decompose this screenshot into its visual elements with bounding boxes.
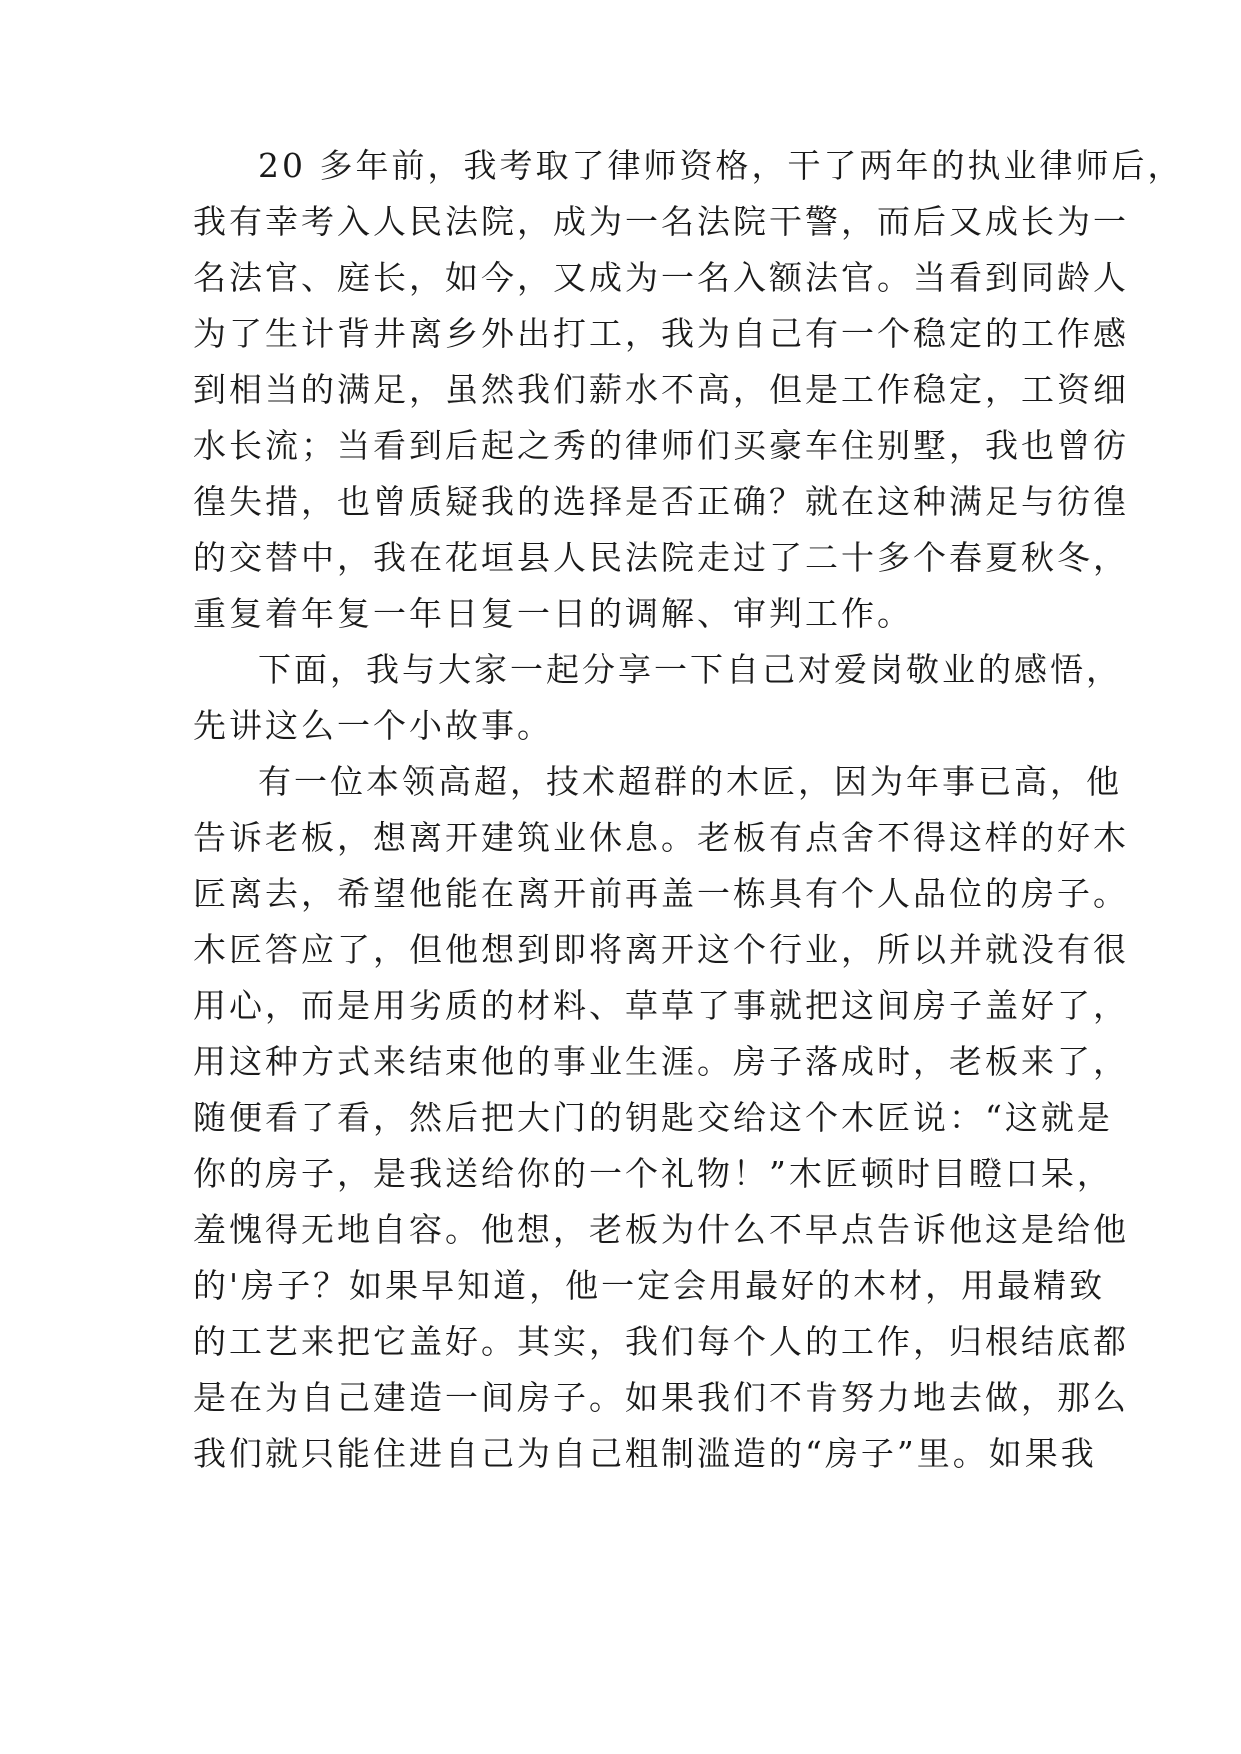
paragraph-3-line-2: 告诉老板，想离开建筑业休息。老板有点舍不得这样的好木 (193, 818, 1129, 857)
paragraph-3-line-11: 的工艺来把它盖好。其实，我们每个人的工作，归根结底都 (193, 1322, 1129, 1361)
paragraph-1-line-5: 到相当的满足，虽然我们薪水不高，但是工作稳定，工资细 (193, 370, 1129, 409)
paragraph-1-line-9: 重复着年复一年日复一日的调解、审判工作。 (193, 594, 913, 633)
paragraph-3-line-5: 用心，而是用劣质的材料、草草了事就把这间房子盖好了， (193, 986, 1129, 1025)
paragraph-1-line-6: 水长流；当看到后起之秀的律师们买豪车住别墅，我也曾彷 (193, 426, 1129, 465)
paragraph-1-line-4: 为了生计背井离乡外出打工，我为自己有一个稳定的工作感 (193, 314, 1129, 353)
paragraph-3-line-3: 匠离去，希望他能在离开前再盖一栋具有个人品位的房子。 (193, 874, 1129, 913)
paragraph-3-line-4: 木匠答应了，但他想到即将离开这个行业，所以并就没有很 (193, 930, 1129, 969)
paragraph-3-line-6: 用这种方式来结束他的事业生涯。房子落成时，老板来了， (193, 1042, 1129, 1081)
paragraph-1-line-8: 的交替中，我在花垣县人民法院走过了二十多个春夏秋冬， (193, 538, 1129, 577)
paragraph-3-line-9: 羞愧得无地自容。他想，老板为什么不早点告诉他这是给他 (193, 1210, 1129, 1249)
paragraph-3-line-7: 随便看了看，然后把大门的钥匙交给这个木匠说：“这就是 (193, 1098, 1113, 1137)
paragraph-1-line-3: 名法官、庭长，如今，又成为一名入额法官。当看到同龄人 (193, 258, 1129, 297)
paragraph-3-line-13: 我们就只能住进自己为自己粗制滥造的“房子”里。如果我 (193, 1434, 1097, 1473)
paragraph-2-line-1: 下面，我与大家一起分享一下自己对爱岗敬业的感悟， (258, 650, 1122, 689)
paragraph-1-line-1: 20 多年前，我考取了律师资格，干了两年的执业律师后， (258, 146, 1184, 185)
paragraph-3-line-1: 有一位本领高超，技术超群的木匠，因为年事已高，他 (258, 762, 1122, 801)
paragraph-3-line-12: 是在为自己建造一间房子。如果我们不肯努力地去做，那么 (193, 1378, 1129, 1417)
paragraph-1-line-7: 徨失措，也曾质疑我的选择是否正确？就在这种满足与彷徨 (193, 482, 1129, 521)
paragraph-3-line-8: 你的房子，是我送给你的一个礼物！”木匠顿时目瞪口呆， (193, 1154, 1113, 1193)
paragraph-3-line-10: 的'房子？如果早知道，他一定会用最好的木材，用最精致 (193, 1266, 1106, 1305)
paragraph-1-line-2: 我有幸考入人民法院，成为一名法院干警，而后又成长为一 (193, 202, 1129, 241)
paragraph-2-line-2: 先讲这么一个小故事。 (193, 706, 553, 745)
